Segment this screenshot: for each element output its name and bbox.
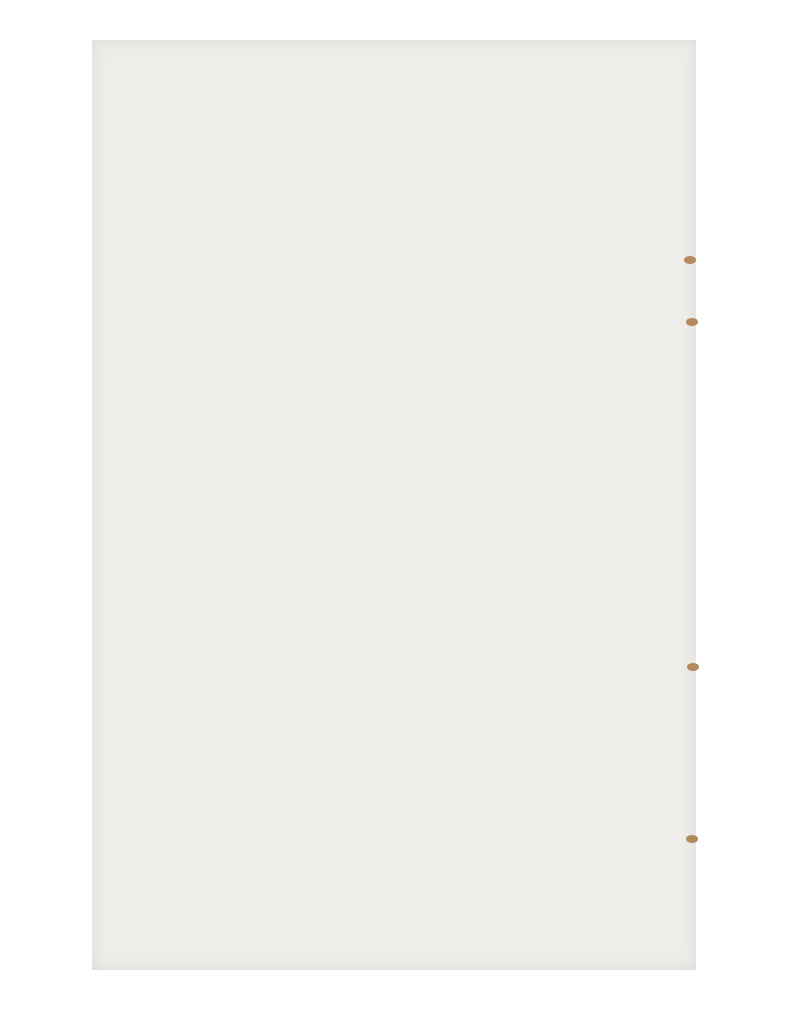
- binding-staple: [686, 835, 698, 843]
- binding-staple: [687, 663, 699, 671]
- document-page: [92, 40, 696, 970]
- binding-staple: [686, 318, 698, 326]
- binding-staple: [684, 256, 696, 264]
